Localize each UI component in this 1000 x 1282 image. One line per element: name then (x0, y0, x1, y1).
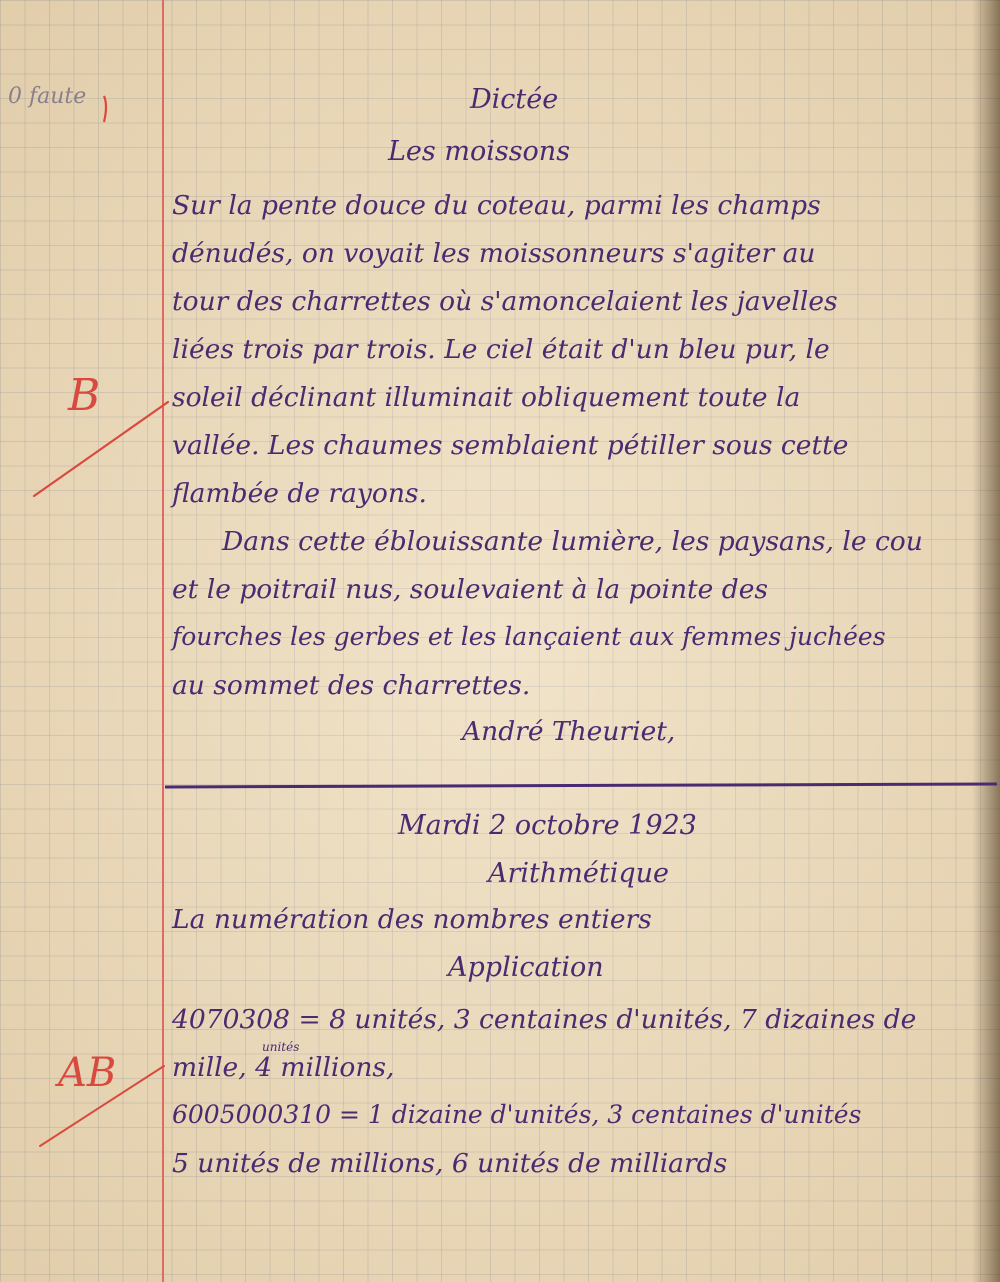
dictation-title: Dictée (470, 84, 559, 115)
dictation-line: liées trois par trois. Le ciel était d'un bleu pur, le (172, 334, 830, 365)
dictation-line: au sommet des charrettes. (172, 670, 531, 701)
lesson-date: Mardi 2 octobre 1923 (398, 810, 697, 841)
arithmetic-subtitle: La numération des nombres entiers (172, 904, 652, 935)
dictation-line: flambée de rayons. (172, 478, 427, 509)
dictation-line: tour des charrettes où s'amoncelaient les javelles (172, 286, 838, 317)
dictation-grade: B (68, 370, 101, 421)
arithmetic-line: 5 unités de millions, 6 unités de milliards (172, 1148, 728, 1179)
dictation-line: Dans cette éblouissante lumière, les paysans, le cou (222, 526, 923, 557)
dictation-line: et le poitrail nus, soulevaient à la pointe des (172, 574, 769, 605)
arithmetic-line: mille, 4 millions, (172, 1052, 395, 1083)
dictation-author: André Theuriet, (462, 716, 676, 747)
dictation-line: dénudés, on voyait les moissonneurs s'agiter au (172, 238, 816, 269)
dictation-line: vallée. Les chaumes semblaient pétiller sous cette (172, 430, 849, 461)
arithmetic-title: Arithmétique (488, 858, 669, 889)
teacher-note: 0 faute (8, 84, 87, 109)
arithmetic-grade: AB (58, 1050, 117, 1096)
superscript-note: unités (262, 1040, 300, 1054)
arithmetic-line: 4070308 = 8 unités, 3 centaines d'unités, 7 dizaines de (172, 1004, 917, 1035)
application-title: Application (448, 952, 604, 983)
arithmetic-line: 6005000310 = 1 dizaine d'unités, 3 centaines d'unités (172, 1100, 862, 1129)
dictation-subtitle: Les moissons (388, 136, 571, 167)
dictation-line: soleil déclinant illuminait obliquement toute la (172, 382, 801, 413)
dictation-line: Sur la pente douce du coteau, parmi les champs (172, 190, 821, 221)
dictation-line: fourches les gerbes et les lançaient aux femmes juchées (172, 622, 886, 651)
